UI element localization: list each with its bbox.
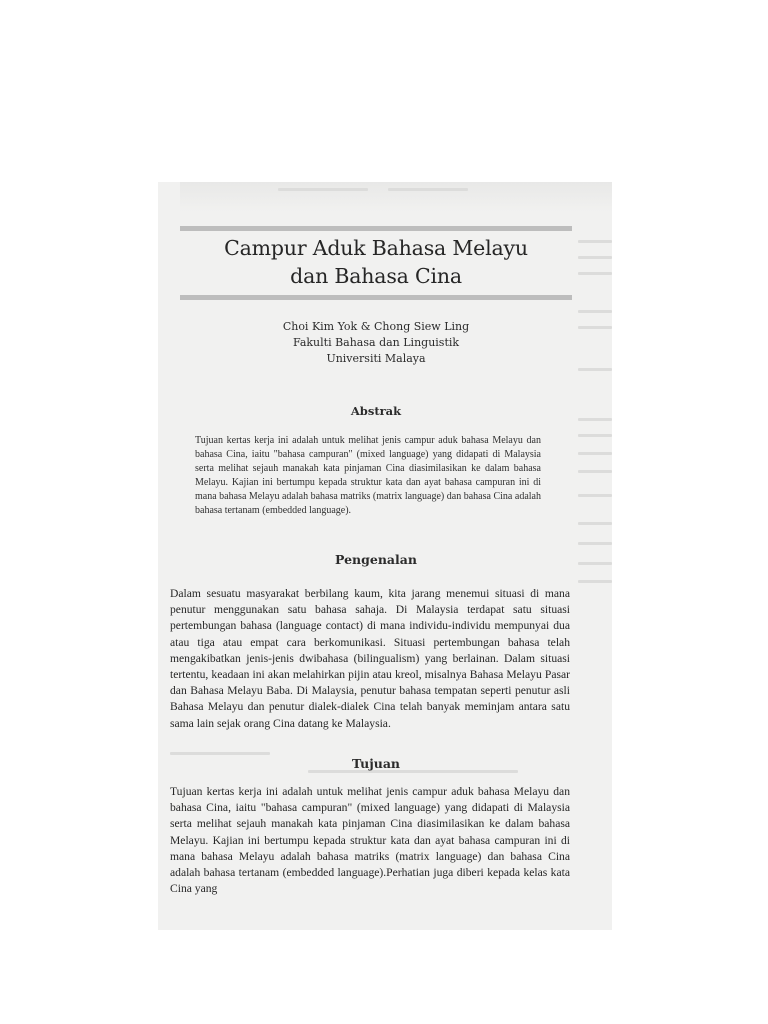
- bleed-through-mark: [170, 752, 270, 755]
- author-university: Universiti Malaya: [326, 352, 426, 365]
- bleed-through-mark: [578, 580, 612, 583]
- author-names: Choi Kim Yok & Chong Siew Ling: [282, 320, 470, 333]
- bleed-through-mark: [578, 562, 612, 565]
- introduction-heading: Pengenalan: [335, 552, 417, 567]
- article-title: [180, 234, 572, 290]
- author-faculty: Fakulti Bahasa dan Linguistik: [292, 336, 460, 349]
- scan-edge-shadow: [180, 182, 612, 212]
- bleed-through-mark: [388, 188, 468, 191]
- article-title-line: Campur Aduk Bahasa Melayu: [224, 236, 528, 260]
- author-block: [180, 319, 572, 367]
- bleed-through-mark: [578, 542, 612, 545]
- title-rule-top: [180, 226, 572, 231]
- bleed-through-mark: [578, 368, 612, 371]
- bleed-through-mark: [578, 452, 612, 455]
- bleed-through-mark: [278, 188, 368, 191]
- bleed-through-mark: [578, 240, 612, 243]
- bleed-through-mark: [578, 272, 612, 275]
- journal-page-scan: [158, 182, 612, 930]
- article-title-line: dan Bahasa Cina: [290, 264, 462, 288]
- introduction-paragraph: Dalam sesuatu masyarakat berbilang kaum, kita jarang menemui situasi di mana penutur menggunakan satu bahasa sahaja. Di Malaysia terdapat satu situasi pertembungan bahasa (language contact) di mana individu-individu mempunyai dua atau tiga atau empat cara berkomunikasi. Situasi pertembungan bahasa telah mengakibatkan jenis-jenis dwibahasa (bilingualism) yang berlainan. Dalam situasi tertentu, keadaan ini akan melahirkan pijin atau kreol, misalnya Bahasa Melayu Pasar dan Bahasa Melayu Baba. Di Malaysia, penutur bahasa tempatan seperti penutur asli Bahasa Melayu dan penutur dialek-dialek Cina telah banyak meminjam antara satu sama lain sejak orang Cina datang ke Malaysia.: [170, 587, 570, 730]
- abstract-heading: Abstrak: [350, 404, 402, 418]
- objective-heading: Tujuan: [351, 756, 401, 771]
- bleed-through-mark: [578, 418, 612, 421]
- bleed-through-mark: [578, 326, 612, 329]
- bleed-through-mark: [578, 470, 612, 473]
- objective-paragraph: Tujuan kertas kerja ini adalah untuk melihat jenis campur aduk bahasa Melayu dan bahasa Cina, iaitu "bahasa campuran" (mixed language) yang didapati di Malaysia serta melihat sejauh manakah kata pinjaman Cina diasimilasikan ke dalam bahasa Melayu. Kajian ini bertumpu kepada struktur kata dan ayat bahasa campuran ini di mana bahasa Melayu adalah bahasa matriks (matrix language) dan bahasa Cina adalah bahasa tertanam (embedded language).Perhatian juga diberi kepada kelas kata Cina yang: [170, 785, 570, 896]
- bleed-through-mark: [578, 310, 612, 313]
- title-rule-bottom: [180, 295, 572, 300]
- bleed-through-mark: [578, 494, 612, 497]
- abstract-text: Tujuan kertas kerja ini adalah untuk melihat jenis campur aduk bahasa Melayu dan bahasa Cina, iaitu "bahasa campuran" (mixed language) yang didapati di Malaysia serta melihat sejauh manakah kata pinjaman Cina diasimilasikan ke dalam bahasa Melayu. Kajian ini bertumpu kepada struktur kata dan ayat bahasa campuran ini di mana bahasa Melayu adalah bahasa matriks (matrix language) dan bahasa Cina adalah bahasa tertanam (embedded language).: [195, 435, 541, 516]
- bleed-through-mark: [578, 522, 612, 525]
- bleed-through-mark: [578, 434, 612, 437]
- bleed-through-mark: [578, 256, 612, 259]
